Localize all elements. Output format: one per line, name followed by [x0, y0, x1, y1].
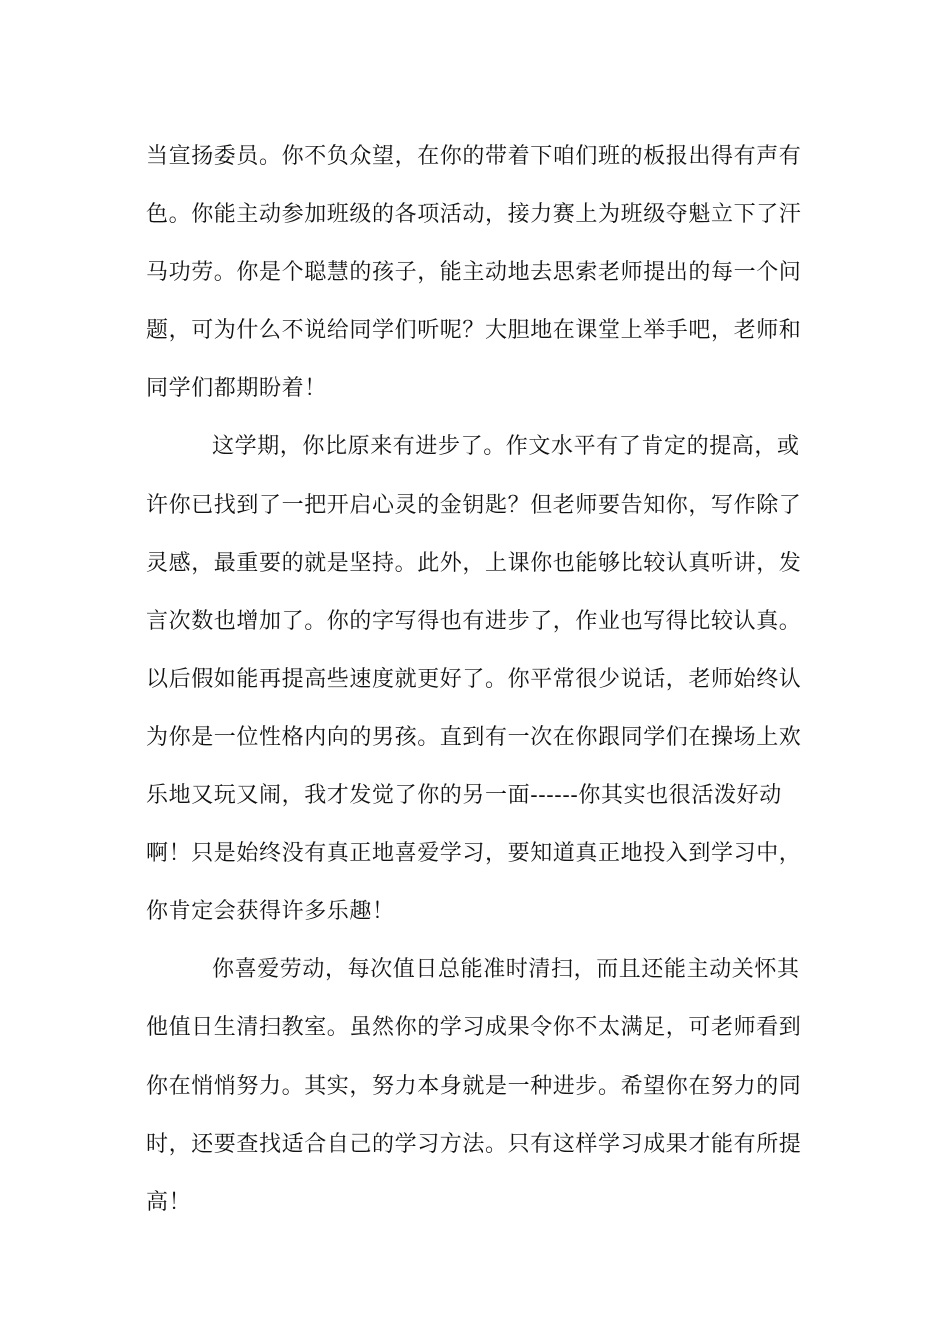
text-line: 啊！只是始终没有真正地喜爱学习，要知道真正地投入到学习中， [146, 841, 802, 867]
text-line: 许你已找到了一把开启心灵的金钥匙？但老师要告知你，写作除了 [146, 492, 802, 518]
text-line: 言次数也增加了。你的字写得也有进步了，作业也写得比较认真。 [146, 608, 802, 634]
paragraph-first-line: 这学期，你比原来有进步了。作文水平有了肯定的提高，或 [212, 434, 800, 460]
text-line: 乐地又玩又闹，我才发觉了你的另一面------你其实也很活泼好动 [146, 783, 782, 809]
text-line: 你在悄悄努力。其实，努力本身就是一种进步。希望你在努力的同 [146, 1073, 802, 1099]
text-line: 同学们都期盼着！ [146, 376, 327, 402]
text-line: 你肯定会获得许多乐趣！ [146, 899, 395, 925]
text-line: 马功劳。你是个聪慧的孩子，能主动地去思索老师提出的每一个问 [146, 260, 802, 286]
text-line: 他值日生清扫教室。虽然你的学习成果令你不太满足，可老师看到 [146, 1015, 802, 1041]
text-line: 题，可为什么不说给同学们听呢？大胆地在课堂上举手吧，老师和 [146, 318, 802, 344]
text-line: 色。你能主动参加班级的各项活动，接力赛上为班级夺魁立下了汗 [146, 202, 802, 228]
document-body [146, 128, 811, 1232]
text-line: 灵感，最重要的就是坚持。此外，上课你也能够比较认真听讲，发 [146, 550, 802, 576]
text-line: 时，还要查找适合自己的学习方法。只有这样学习成果才能有所提 [146, 1131, 802, 1157]
text-line: 以后假如能再提高些速度就更好了。你平常很少说话，老师始终认 [146, 666, 802, 692]
text-line: 高！ [146, 1189, 192, 1215]
text-line: 当宣扬委员。你不负众望，在你的带着下咱们班的板报出得有声有 [146, 144, 802, 169]
paragraph-first-line: 你喜爱劳动，每次值日总能准时清扫，而且还能主动关怀其 [212, 957, 800, 983]
text-line: 为你是一位性格内向的男孩。直到有一次在你跟同学们在操场上欢 [146, 724, 802, 750]
